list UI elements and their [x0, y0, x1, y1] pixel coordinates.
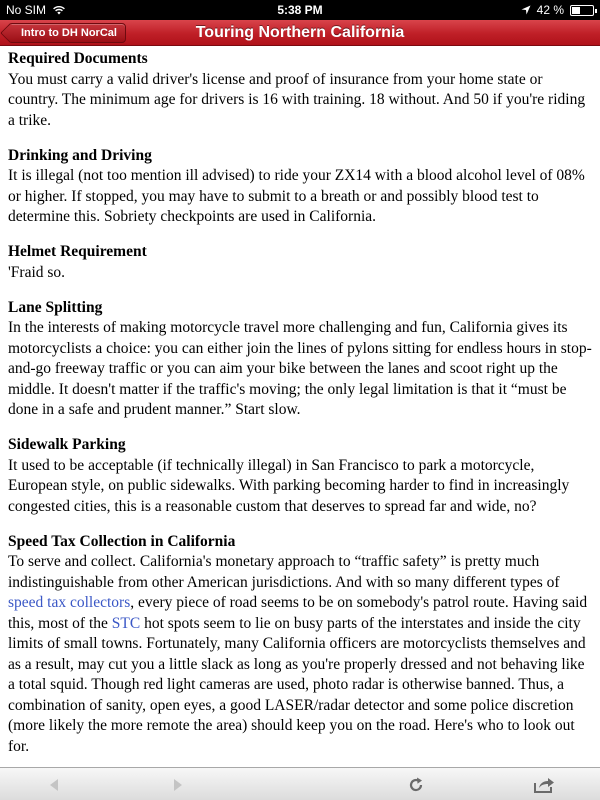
body-text: To serve and collect. California's monetary approach to “traffic safety” is pretty much indistinguishable from other American jurisdictions. And with so many different types of [8, 553, 560, 591]
article-content[interactable] [0, 47, 600, 767]
bottom-toolbar [0, 767, 600, 800]
section-lane-splitting [8, 298, 592, 421]
share-icon [533, 776, 555, 794]
section-helmet-requirement [8, 242, 592, 283]
body-text: hot spots seem to lie on busy parts of the interstates and inside the city limits of small towns. Fortunately, many California officers are motorcyclists themselves and as a result, may cut you a little slack as long as you're properly dressed and not behaving like a total squid. Though red light cameras are used, photo radar is otherwise banned. Thus, a combination of sanity, open eyes, a good LASER/radar detector and some police discretion (more likely the more remote the area) should keep you on the road. Here's who to look out for. [8, 614, 586, 755]
battery-fill [572, 7, 580, 14]
status-bar [0, 0, 600, 20]
section-sidewalk-parking [8, 435, 592, 517]
section-heading: Speed Tax Collection in California [8, 532, 236, 550]
battery-percent: 42 % [536, 3, 564, 17]
back-button-label: Intro to DH NorCal [21, 27, 117, 39]
section-heading: Helmet Requirement [8, 243, 147, 260]
refresh-button[interactable] [404, 774, 428, 796]
section-body [8, 552, 592, 757]
section-heading: Drinking and Driving [8, 146, 152, 164]
carrier-label: No SIM [6, 3, 47, 17]
section-body: It used to be acceptable (if technically illegal) in San Francisco to park a motorcycle, European style, on public sidewalks. With parking becoming harder to find in increasingly congested cities, this is a reasonable custom that deserves to spread far and wide, no? [8, 456, 570, 515]
section-body: In the interests of making motorcycle travel more challenging and fun, California gives its motorcyclists a choice: you can either join the lines of pylons sitting for endless hours in stop-and-go freeway traffic or you can aim your bike between the lanes and scoot right up the middle. It doesn't matter if the traffic's moving; the only legal limitation is that it “must be done in a safe and prudent manner.” Start slow. [8, 319, 592, 418]
forward-arrow-icon [171, 778, 185, 792]
section-speed-tax [8, 532, 592, 758]
section-body: It is illegal (not too mention ill advised) to ride your ZX14 with a blood alcohol level of 08% or higher. If stopped, you may have to submit to a breath or and possibly blood test to determine this. Sobriety checkpoints are used in California. [8, 167, 585, 225]
status-right [521, 3, 594, 17]
wifi-icon [52, 5, 66, 15]
refresh-icon [407, 776, 425, 794]
section-body: You must carry a valid driver's license and proof of insurance from your home state or country. The minimum age for drivers is 16 with training. 18 without. And 50 if you're riding a trike. [8, 70, 586, 129]
speed-tax-collectors-link[interactable]: speed tax collectors [8, 594, 131, 611]
section-required-documents [8, 49, 592, 131]
share-button[interactable] [532, 774, 556, 796]
location-arrow-icon [521, 5, 531, 15]
clock: 5:38 PM [277, 3, 323, 17]
browser-forward-button[interactable] [166, 774, 190, 796]
back-arrow-icon [47, 778, 61, 792]
body-text: , every piece of road seems to be on somebody's patrol route. Having said this, most of the [8, 594, 588, 632]
stc-link[interactable]: STC [111, 614, 141, 632]
section-heading: Sidewalk Parking [8, 436, 126, 453]
section-drinking-and-driving [8, 146, 592, 228]
battery-icon [570, 5, 594, 16]
section-heading: Lane Splitting [8, 298, 103, 316]
status-left [6, 3, 66, 17]
navigation-bar [0, 20, 600, 46]
page-title: Touring Northern California [195, 24, 405, 41]
section-body: 'Fraid so. [8, 263, 66, 281]
browser-back-button[interactable] [42, 774, 66, 796]
section-heading: Required Documents [8, 50, 148, 67]
